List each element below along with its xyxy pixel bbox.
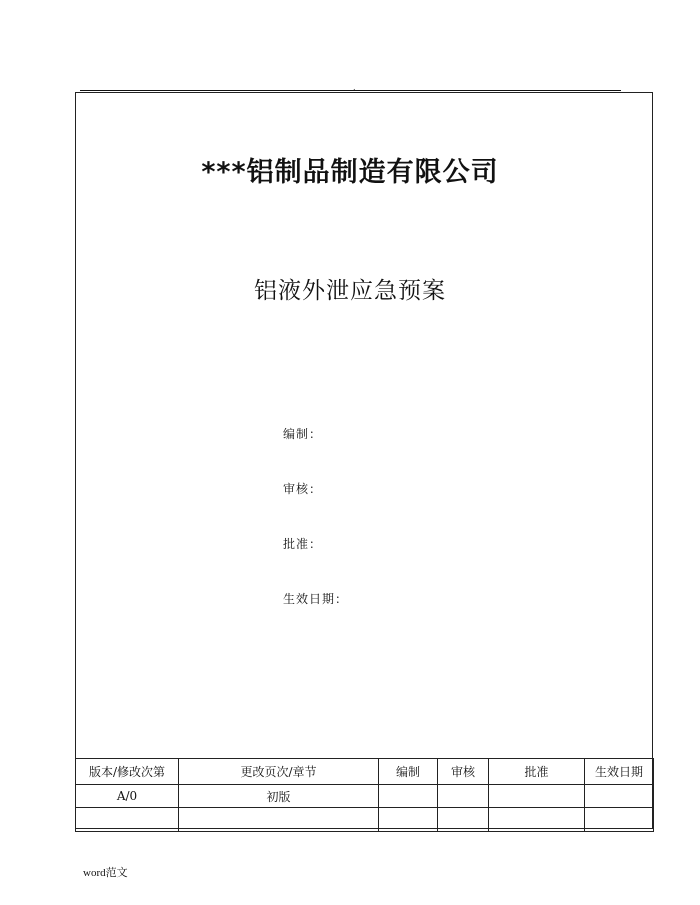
header-prepared: 编制 [379, 759, 438, 785]
revision-table [75, 758, 654, 832]
cell-reviewed [438, 785, 489, 808]
cell-version [76, 808, 179, 832]
cell-effective-date [585, 785, 654, 808]
top-mark: . [353, 83, 356, 92]
revision-table-header [76, 759, 654, 785]
cell-version: A/0 [76, 785, 179, 808]
cell-approved [489, 785, 585, 808]
reviewed-by-label: 审核： [283, 482, 323, 496]
table-row [76, 808, 654, 832]
header-effective-date: 生效日期 [585, 759, 654, 785]
cover-frame [75, 92, 653, 829]
cell-approved [489, 808, 585, 832]
header-approved: 批准 [489, 759, 585, 785]
cell-prepared [379, 808, 438, 832]
header-version: 版本/修改次第 [76, 759, 179, 785]
header-changed-pages: 更改页次/章节 [179, 759, 379, 785]
cell-changed-pages: 初版 [179, 785, 379, 808]
cell-prepared [379, 785, 438, 808]
cell-reviewed [438, 808, 489, 832]
effective-date-label: 生效日期： [283, 592, 349, 606]
prepared-by-label: 编制： [283, 427, 323, 441]
document-title: 铝液外泄应急预案 [254, 278, 446, 304]
cell-changed-pages [179, 808, 379, 832]
header-rule [80, 90, 621, 91]
cell-effective-date [585, 808, 654, 832]
header-reviewed: 审核 [438, 759, 489, 785]
approved-by-label: 批准： [283, 537, 323, 551]
table-row [76, 785, 654, 808]
company-title: ***铝制品制造有限公司 [201, 157, 499, 188]
footer-note: word范文 [83, 867, 128, 879]
